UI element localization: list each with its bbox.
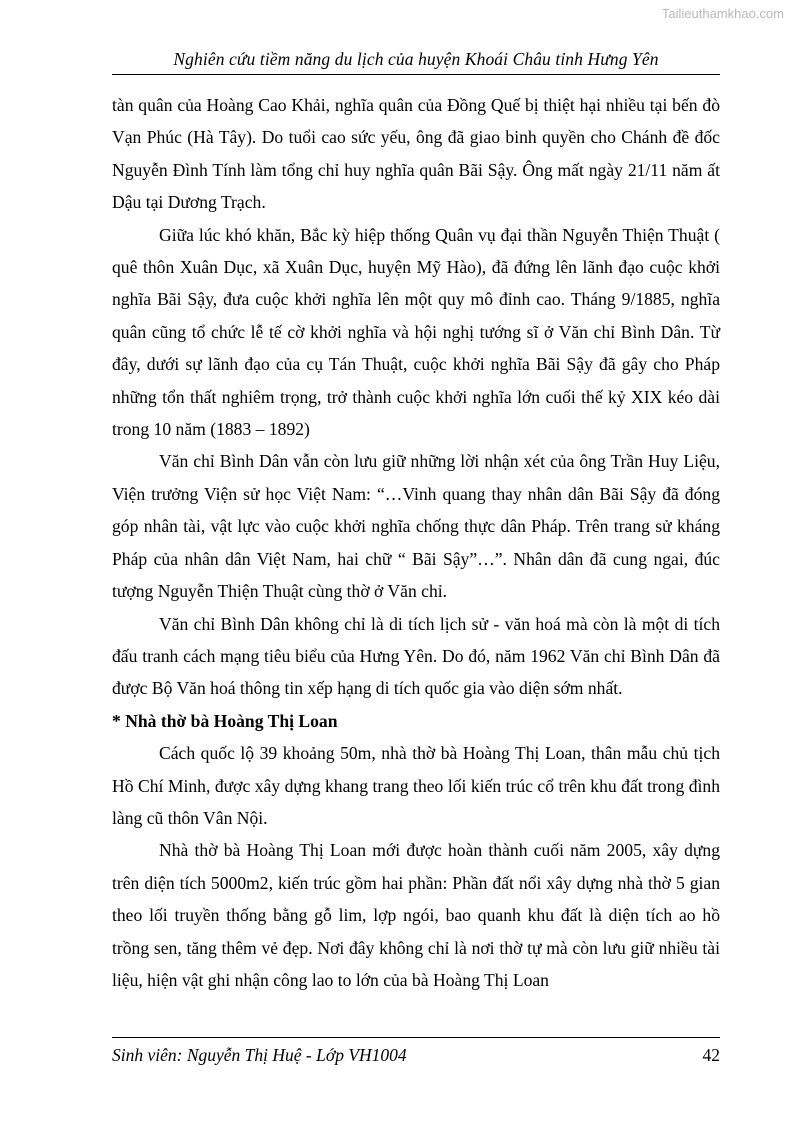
running-header: Nghiên cứu tiềm năng du lịch của huyện Khoái Châu tỉnh Hưng Yên bbox=[173, 49, 659, 69]
section-heading: * Nhà thờ bà Hoàng Thị Loan bbox=[112, 710, 338, 731]
paragraph-van-chi-binh-dan: Văn chỉ Bình Dân không chỉ là di tích lịch sử - văn hoá mà còn là một di tích đấu tranh cách mạng tiêu biểu của Hưng Yên. Do đó, năm 1962 Văn chỉ Bình Dân đã được Bộ Văn hoá thông tin xếp hạng di tích quốc gia vào diện sớm nhất. bbox=[112, 613, 720, 699]
paragraph-continuation: tàn quân của Hoàng Cao Khải, nghĩa quân của Đồng Quế bị thiệt hại nhiều tại bến đò Vạn Phúc (Hà Tây). Do tuổi cao sức yếu, ông đã giao binh quyền cho Chánh đề đốc Nguyễn Đình Tính làm tổng chỉ huy nghĩa quân Bãi Sậy. Ông mất ngày 21/11 năm ất Dậu tại Dương Trạch. bbox=[112, 95, 720, 213]
watermark: Tailieuthamkhao.com bbox=[661, 6, 784, 21]
page-body bbox=[112, 89, 720, 996]
footer-author: Sinh viên: Nguyễn Thị Huệ - Lớp VH1004 bbox=[112, 1045, 407, 1065]
paragraph-architecture: Nhà thờ bà Hoàng Thị Loan mới được hoàn thành cuối năm 2005, xây dựng trên diện tích 5000m2, kiến trúc gồm hai phần: Phần đất nổi xây dựng nhà thờ 5 gian theo lối truyền thống bằng gỗ lim, lợp ngói, bao quanh khu đất là diện tích ao hồ trồng sen, tăng thêm vẻ đẹp. Nơi đây không chỉ là nơi thờ tự mà còn lưu giữ nhiều tài liệu, hiện vật ghi nhận công lao to lớn của bà Hoàng Thị Loan bbox=[112, 840, 720, 990]
header-divider bbox=[112, 74, 720, 75]
paragraph-location: Cách quốc lộ 39 khoảng 50m, nhà thờ bà Hoàng Thị Loan, thân mẫu chủ tịch Hồ Chí Minh, được xây dựng khang trang theo lối kiến trúc cổ trên khu đất trong đình làng cũ thôn Vân Nội. bbox=[112, 743, 720, 828]
page-footer bbox=[112, 1043, 720, 1067]
paragraph-tran-huy-lieu-quote: Văn chỉ Bình Dân vẫn còn lưu giữ những lời nhận xét của ông Trần Huy Liệu, Viện trưởng Viện sử học Việt Nam: “…Vinh quang thay nhân dân Bãi Sậy đã đóng góp nhân tài, vật lực vào cuộc khởi nghĩa chống thực dân Pháp. Trên trang sử kháng Pháp của nhân dân Việt Nam, hai chữ “ Bãi Sậy”…”. Nhân dân đã cung ngai, đúc tượng Nguyễn Thiện Thuật cùng thờ ở Văn chỉ. bbox=[112, 451, 720, 602]
footer-divider bbox=[112, 1037, 720, 1038]
paragraph-nguyen-thien-thuat: Giữa lúc khó khăn, Bắc kỳ hiệp thống Quân vụ đại thần Nguyễn Thiện Thuật ( quê thôn Xuân Dục, xã Xuân Dục, huyện Mỹ Hào), đã đứng lên lãnh đạo cuộc khởi nghĩa Bãi Sậy, đưa cuộc khởi nghĩa lên một quy mô đỉnh cao. Tháng 9/1885, nghĩa quân cũng tổ chức lễ tế cờ khởi nghĩa và hội nghị tướng sĩ ở Văn chỉ Bình Dân. Từ đây, dưới sự lãnh đạo của cụ Tán Thuật, cuộc khởi nghĩa Bãi Sậy đã gây cho Pháp những tổn thất nghiêm trọng, trở thành cuộc khởi nghĩa lớn cuối thế kỷ XIX kéo dài trong 10 năm (1883 – 1892) bbox=[112, 224, 720, 440]
page-number: 42 bbox=[702, 1045, 720, 1065]
